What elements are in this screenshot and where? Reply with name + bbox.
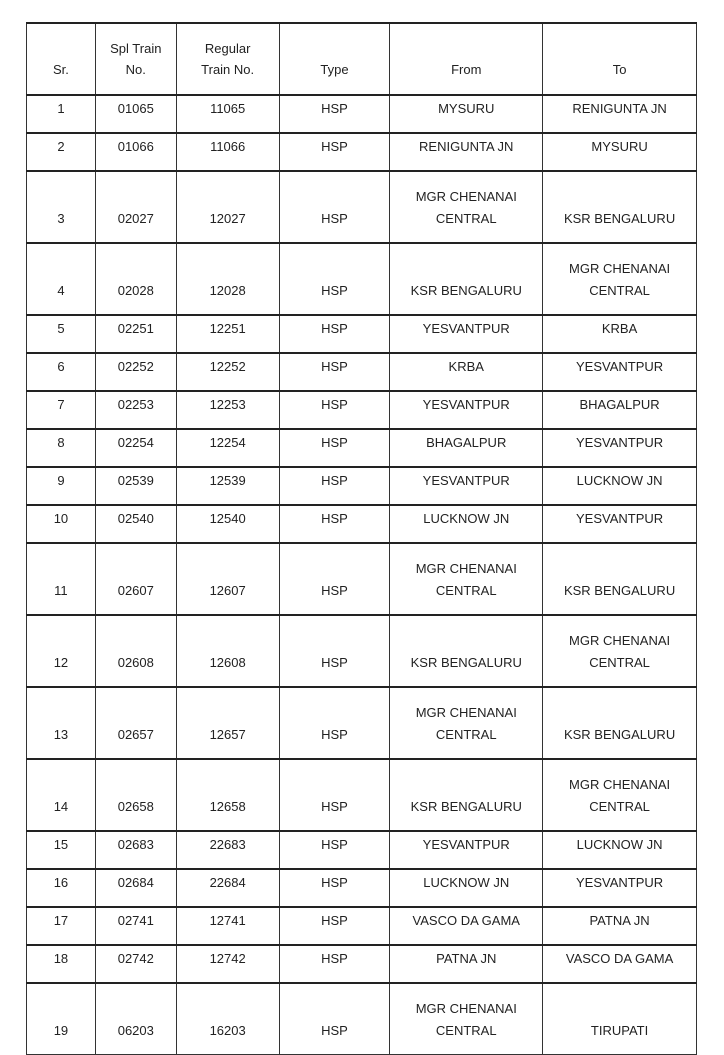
cell-type: HSP — [279, 353, 390, 391]
cell-to: MGR CHENANAI CENTRAL — [543, 615, 697, 687]
cell-regular-train-no: 12254 — [176, 429, 279, 467]
cell-spl-train-no: 02657 — [95, 687, 176, 759]
cell-sr: 3 — [27, 171, 96, 243]
cell-from: LUCKNOW JN — [390, 505, 543, 543]
cell-from: BHAGALPUR — [390, 429, 543, 467]
table-row — [27, 543, 697, 615]
header-row — [27, 23, 697, 95]
cell-regular-train-no: 12657 — [176, 687, 279, 759]
table-row — [27, 133, 697, 171]
cell-to: PATNA JN — [543, 907, 697, 945]
cell-spl-train-no: 02741 — [95, 907, 176, 945]
cell-sr: 8 — [27, 429, 96, 467]
header-type: Type — [279, 23, 390, 95]
table-row — [27, 505, 697, 543]
cell-to: YESVANTPUR — [543, 429, 697, 467]
cell-from: YESVANTPUR — [390, 315, 543, 353]
cell-sr: 12 — [27, 615, 96, 687]
cell-sr: 16 — [27, 869, 96, 907]
cell-from: MGR CHENANAI CENTRAL — [390, 983, 543, 1055]
cell-from: YESVANTPUR — [390, 391, 543, 429]
table-row — [27, 869, 697, 907]
table-row — [27, 615, 697, 687]
cell-sr: 4 — [27, 243, 96, 315]
cell-regular-train-no: 12607 — [176, 543, 279, 615]
cell-from: MGR CHENANAI CENTRAL — [390, 687, 543, 759]
cell-spl-train-no: 02607 — [95, 543, 176, 615]
table-row — [27, 945, 697, 983]
cell-regular-train-no: 12253 — [176, 391, 279, 429]
cell-sr: 7 — [27, 391, 96, 429]
cell-sr: 6 — [27, 353, 96, 391]
cell-type: HSP — [279, 945, 390, 983]
cell-spl-train-no: 02540 — [95, 505, 176, 543]
cell-regular-train-no: 12741 — [176, 907, 279, 945]
table-row — [27, 831, 697, 869]
cell-regular-train-no: 12539 — [176, 467, 279, 505]
table-row — [27, 983, 697, 1055]
cell-regular-train-no: 12540 — [176, 505, 279, 543]
cell-regular-train-no: 11066 — [176, 133, 279, 171]
cell-to: MYSURU — [543, 133, 697, 171]
table-row — [27, 467, 697, 505]
cell-spl-train-no: 02539 — [95, 467, 176, 505]
table-row — [27, 391, 697, 429]
cell-to: BHAGALPUR — [543, 391, 697, 429]
cell-regular-train-no: 11065 — [176, 95, 279, 133]
cell-regular-train-no: 12658 — [176, 759, 279, 831]
cell-from: YESVANTPUR — [390, 467, 543, 505]
cell-to: KSR BENGALURU — [543, 687, 697, 759]
table-row — [27, 95, 697, 133]
cell-from: VASCO DA GAMA — [390, 907, 543, 945]
cell-spl-train-no: 02684 — [95, 869, 176, 907]
cell-spl-train-no: 02251 — [95, 315, 176, 353]
table-row — [27, 353, 697, 391]
cell-type: HSP — [279, 133, 390, 171]
cell-to: YESVANTPUR — [543, 869, 697, 907]
cell-spl-train-no: 02658 — [95, 759, 176, 831]
cell-sr: 19 — [27, 983, 96, 1055]
cell-spl-train-no: 02028 — [95, 243, 176, 315]
cell-type: HSP — [279, 429, 390, 467]
cell-type: HSP — [279, 831, 390, 869]
cell-to: KSR BENGALURU — [543, 543, 697, 615]
cell-type: HSP — [279, 315, 390, 353]
cell-from: LUCKNOW JN — [390, 869, 543, 907]
cell-type: HSP — [279, 983, 390, 1055]
table-row — [27, 171, 697, 243]
cell-regular-train-no: 12742 — [176, 945, 279, 983]
cell-to: YESVANTPUR — [543, 505, 697, 543]
cell-sr: 14 — [27, 759, 96, 831]
cell-to: VASCO DA GAMA — [543, 945, 697, 983]
cell-sr: 18 — [27, 945, 96, 983]
cell-to: LUCKNOW JN — [543, 831, 697, 869]
cell-type: HSP — [279, 171, 390, 243]
cell-spl-train-no: 02253 — [95, 391, 176, 429]
cell-sr: 5 — [27, 315, 96, 353]
cell-type: HSP — [279, 243, 390, 315]
cell-to: RENIGUNTA JN — [543, 95, 697, 133]
cell-from: YESVANTPUR — [390, 831, 543, 869]
cell-spl-train-no: 02742 — [95, 945, 176, 983]
cell-sr: 1 — [27, 95, 96, 133]
table-row — [27, 429, 697, 467]
cell-type: HSP — [279, 869, 390, 907]
cell-type: HSP — [279, 907, 390, 945]
cell-from: PATNA JN — [390, 945, 543, 983]
cell-type: HSP — [279, 615, 390, 687]
cell-regular-train-no: 22684 — [176, 869, 279, 907]
cell-to: MGR CHENANAI CENTRAL — [543, 243, 697, 315]
cell-from: RENIGUNTA JN — [390, 133, 543, 171]
table-row — [27, 907, 697, 945]
cell-sr: 2 — [27, 133, 96, 171]
cell-from: MGR CHENANAI CENTRAL — [390, 171, 543, 243]
cell-type: HSP — [279, 543, 390, 615]
table-row — [27, 759, 697, 831]
cell-sr: 15 — [27, 831, 96, 869]
cell-sr: 17 — [27, 907, 96, 945]
cell-spl-train-no: 02027 — [95, 171, 176, 243]
cell-to: KRBA — [543, 315, 697, 353]
cell-type: HSP — [279, 687, 390, 759]
header-from: From — [390, 23, 543, 95]
cell-regular-train-no: 12252 — [176, 353, 279, 391]
cell-regular-train-no: 12027 — [176, 171, 279, 243]
header-sr: Sr. — [27, 23, 96, 95]
header-to: To — [543, 23, 697, 95]
cell-from: KSR BENGALURU — [390, 615, 543, 687]
cell-from: MGR CHENANAI CENTRAL — [390, 543, 543, 615]
cell-sr: 9 — [27, 467, 96, 505]
cell-type: HSP — [279, 505, 390, 543]
cell-type: HSP — [279, 467, 390, 505]
cell-to: MGR CHENANAI CENTRAL — [543, 759, 697, 831]
cell-spl-train-no: 02608 — [95, 615, 176, 687]
cell-spl-train-no: 02254 — [95, 429, 176, 467]
cell-to: LUCKNOW JN — [543, 467, 697, 505]
cell-spl-train-no: 02683 — [95, 831, 176, 869]
table-row — [27, 687, 697, 759]
cell-to: YESVANTPUR — [543, 353, 697, 391]
cell-regular-train-no: 12608 — [176, 615, 279, 687]
header-regular-train-no: Regular Train No. — [176, 23, 279, 95]
cell-type: HSP — [279, 759, 390, 831]
cell-spl-train-no: 02252 — [95, 353, 176, 391]
cell-regular-train-no: 12028 — [176, 243, 279, 315]
cell-from: KRBA — [390, 353, 543, 391]
cell-spl-train-no: 01066 — [95, 133, 176, 171]
table-row — [27, 243, 697, 315]
table-row — [27, 315, 697, 353]
cell-from: KSR BENGALURU — [390, 759, 543, 831]
header-spl-train-no: Spl Train No. — [95, 23, 176, 95]
cell-spl-train-no: 01065 — [95, 95, 176, 133]
cell-to: TIRUPATI — [543, 983, 697, 1055]
cell-regular-train-no: 12251 — [176, 315, 279, 353]
cell-from: MYSURU — [390, 95, 543, 133]
cell-from: KSR BENGALURU — [390, 243, 543, 315]
cell-regular-train-no: 16203 — [176, 983, 279, 1055]
cell-regular-train-no: 22683 — [176, 831, 279, 869]
cell-type: HSP — [279, 391, 390, 429]
train-table — [26, 22, 697, 1055]
cell-sr: 13 — [27, 687, 96, 759]
cell-to: KSR BENGALURU — [543, 171, 697, 243]
cell-type: HSP — [279, 95, 390, 133]
cell-spl-train-no: 06203 — [95, 983, 176, 1055]
cell-sr: 11 — [27, 543, 96, 615]
cell-sr: 10 — [27, 505, 96, 543]
